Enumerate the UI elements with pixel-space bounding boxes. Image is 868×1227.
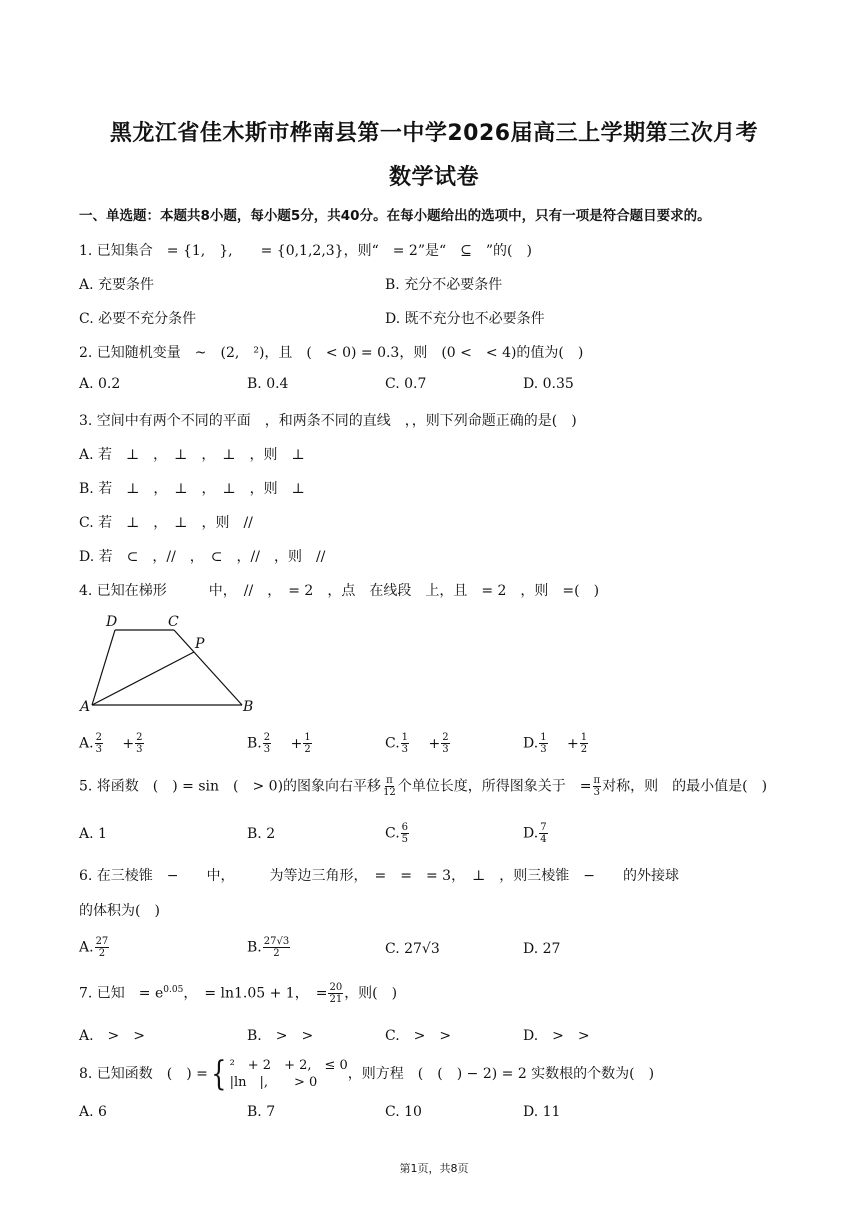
fraction: $\frac{27}{2}$ (95, 936, 109, 959)
question-7-option-b: B. > > (247, 1028, 314, 1044)
question-6-option-d: D. 27 (523, 941, 561, 957)
question-8-option-d: D. 11 (523, 1104, 561, 1120)
question-8-option-c: C. 10 (385, 1104, 422, 1120)
question-7-option-c: C. > > (385, 1028, 452, 1044)
edge-cb (174, 630, 242, 705)
page-title: 黑龙江省佳木斯市桦南县第一中学2026届高三上学期第三次月考 (109, 121, 759, 146)
question-2-option-b: B. 0.4 (247, 376, 289, 392)
vertex-label-d: D (106, 614, 118, 630)
question-4-stem: 4. 已知在梯形 中， // ， = 2 ，点 在线段 上，且 = 2 ，则 =( ) (79, 583, 600, 599)
piecewise-cases: ² + 2 + 2, ≤ 0 |ln |, > 0 (229, 1058, 348, 1090)
fraction: $\frac{2}{3}$ (136, 732, 143, 755)
question-4-option-d: D. $\frac{1}{3}$ + $\frac{1}{2}$ (523, 732, 588, 755)
vertex-label-b: B (243, 699, 254, 715)
question-2-stem: 2. 已知随机变量 ~ (2, ²)，且 ( < 0) = 0.3，则 (0 < < 4)的值为( ) (79, 345, 584, 361)
question-3-stem: 3. 空间中有两个不同的平面 ，和两条不同的直线 ，，则下列命题正确的是( ) (79, 413, 577, 429)
question-6-option-a: A. $\frac{27}{2}$ (79, 936, 109, 959)
question-5-option-b: B. 2 (247, 826, 276, 842)
question-8-option-a: A. 6 (79, 1104, 107, 1120)
question-1-stem: 1. 已知集合 = {1, }, = {0,1,2,3}，则“ = 2”是“ ⊆ ”的( ) (79, 243, 532, 259)
question-8-option-b: B. 7 (247, 1104, 276, 1120)
question-4-option-a: A. $\frac{2}{3}$ + $\frac{2}{3}$ (79, 732, 143, 755)
question-5-stem: 5. 将函数 ( ) = sin ( > 0)的图象向右平移 $\frac{\pi}{12}$ 个单位长度，所得图象关于 = $\frac{\pi}{3}$ 对称，则 的最小值是( ) (79, 775, 768, 798)
vertex-label-c: C (168, 614, 179, 630)
question-3-option-b: B. 若 ⊥ ， ⊥ ， ⊥ ，则 ⊥ (79, 481, 305, 497)
fraction: $\frac{20}{21}$ (329, 982, 343, 1005)
question-1-option-d: D. 既不充分也不必要条件 (385, 311, 545, 327)
fraction: $\frac{1}{2}$ (304, 732, 311, 755)
question-7-option-a: A. > > (79, 1028, 146, 1044)
question-6-stem-line-1: 6. 在三棱锥 − 中， 为等边三角形， = = = 3， ⊥ ，则三棱锥 − 的外接球 (79, 868, 679, 884)
fraction: $\frac{1}{3}$ (401, 732, 409, 755)
vertex-label-a: A (80, 699, 91, 715)
question-3-option-c: C. 若 ⊥ ， ⊥ ，则 // (79, 515, 253, 531)
question-2-option-d: D. 0.35 (523, 376, 574, 392)
fraction: $\frac{2}{3}$ (442, 732, 449, 755)
question-6-option-c: C. 27√3 (385, 941, 440, 957)
fraction: $\frac{27√3}{2}$ (263, 936, 290, 959)
question-1-option-a: A. 充要条件 (79, 277, 155, 293)
question-8-stem: 8. 已知函数 ( ) ={ ² + 2 + 2, ≤ 0 |ln |, > 0 ，则方程 ( ( ) − 2) = 2 实数根的个数为( ) (79, 1054, 655, 1094)
fraction: $\frac{\pi}{3}$ (593, 775, 601, 798)
question-6-stem-line-2: 的体积为( ) (79, 903, 160, 919)
fraction: $\frac{7}{4}$ (540, 822, 547, 845)
question-5-option-c: C. $\frac{6}{5}$ (385, 822, 409, 845)
question-3-option-a: A. 若 ⊥ ， ⊥ ， ⊥ ，则 ⊥ (79, 447, 305, 463)
fraction: $\frac{\pi}{12}$ (383, 775, 396, 798)
segment-ap (92, 652, 194, 705)
question-5-option-d: D. $\frac{7}{4}$ (523, 822, 547, 845)
trapezoid-diagram (78, 608, 268, 718)
question-1-option-b: B. 充分不必要条件 (385, 277, 503, 293)
question-7-option-d: D. > > (523, 1028, 590, 1044)
question-7-stem: 7. 已知 = $e^{0.05}$， = ln1.05 + 1， = $\frac{20}{21}$ ，则( ) (79, 982, 398, 1005)
left-brace: { (211, 1054, 227, 1094)
question-2-option-c: C. 0.7 (385, 376, 427, 392)
section-heading: 一、单选题：本题共8小题，每小题5分，共40分。在每小题给出的选项中，只有一项是符合题目要求的。 (79, 208, 711, 224)
fraction: $\frac{2}{3}$ (95, 732, 102, 755)
question-5-option-a: A. 1 (79, 826, 107, 842)
question-3-option-d: D. 若 ⊂ ，// ， ⊂ ，// ，则 // (79, 549, 326, 565)
question-6-option-b: B. $\frac{27√3}{2}$ (247, 936, 290, 959)
fraction: $\frac{1}{2}$ (580, 732, 588, 755)
question-4-option-b: B. $\frac{2}{3}$ + $\frac{1}{2}$ (247, 732, 311, 755)
fraction: $\frac{1}{3}$ (540, 732, 547, 755)
fraction: $\frac{6}{5}$ (401, 822, 409, 845)
point-label-p: P (195, 636, 205, 652)
question-2-option-a: A. 0.2 (79, 376, 121, 392)
page-number: 第1页，共8页 (399, 1162, 469, 1175)
question-4-option-c: C. $\frac{1}{3}$ + $\frac{2}{3}$ (385, 732, 449, 755)
edge-ad (92, 630, 115, 705)
question-1-option-c: C. 必要不充分条件 (79, 311, 197, 327)
page-subtitle: 数学试卷 (388, 165, 479, 190)
fraction: $\frac{2}{3}$ (263, 732, 271, 755)
